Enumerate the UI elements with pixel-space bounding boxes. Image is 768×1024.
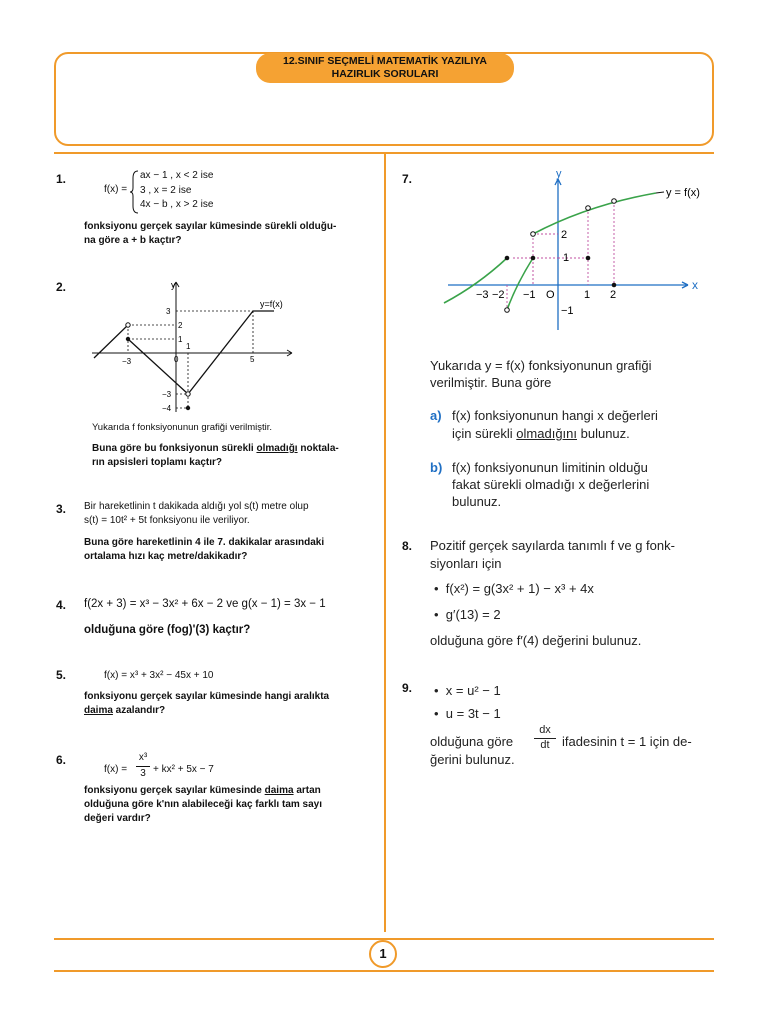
q4-question: olduğuna göre (fog)'(3) kaçtır? xyxy=(84,624,251,636)
svg-text:2: 2 xyxy=(178,321,183,330)
svg-text:−3: −3 xyxy=(122,357,132,366)
q6-line-3: değeri vardır? xyxy=(84,813,151,824)
svg-text:y: y xyxy=(556,168,562,180)
svg-text:−3: −3 xyxy=(476,289,489,301)
q2-number: 2. xyxy=(56,280,67,294)
q9-line-1a: olduğuna göre xyxy=(430,734,514,749)
svg-text:−2: −2 xyxy=(492,289,505,301)
q9-bullet-2: • u = 3t − 1 xyxy=(434,706,501,721)
q6-number: 6. xyxy=(56,753,67,767)
svg-text:x: x xyxy=(692,278,698,292)
q8-bullet-1: • f(x²) = g(3x² + 1) − x³ + 4x xyxy=(434,581,594,596)
q9-bullet-1: • x = u² − 1 xyxy=(434,683,501,698)
q5-expr: f(x) = x³ + 3x² − 45x + 10 xyxy=(104,670,214,681)
q4-number: 4. xyxy=(56,598,67,612)
q7-intro-1: Yukarıda y = f(x) fonksiyonunun grafiği xyxy=(430,358,652,373)
q5-number: 5. xyxy=(56,668,67,682)
svg-text:1: 1 xyxy=(584,289,591,301)
q1-fx: f(x) = xyxy=(104,184,128,195)
q1-text-1: fonksiyonu gerçek sayılar kümesinde sürekli olduğu- xyxy=(84,221,337,232)
svg-text:−1: −1 xyxy=(523,289,536,301)
q6-line-2: olduğuna göre k'nın alabileceği kaç farklı tam sayı xyxy=(84,799,323,810)
q9-line-1b: ifadesinin t = 1 için de- xyxy=(562,734,692,749)
q7-number: 7. xyxy=(402,172,413,186)
q2-text-1: Buna göre bu fonksiyonun sürekli olmadığı noktala- xyxy=(92,443,339,454)
q7-b-label: b) xyxy=(430,460,443,475)
q6-fx: f(x) = xyxy=(104,764,128,775)
q2-graph xyxy=(88,276,298,416)
q7-a-line-1: f(x) fonksiyonunun hangi x değerleri xyxy=(452,408,658,423)
q9-number: 9. xyxy=(402,681,413,695)
q7-a-line-2: için sürekli olmadığını bulunuz. xyxy=(452,426,630,441)
page-title xyxy=(256,53,514,83)
q3-number: 3. xyxy=(56,502,67,516)
q9-line-2: ğerini bulunuz. xyxy=(430,752,515,767)
svg-text:2: 2 xyxy=(561,229,568,241)
q8-line-3: olduğuna göre f′(4) değerini bulunuz. xyxy=(430,633,642,648)
q7-b-line-3: bulunuz. xyxy=(452,494,502,509)
svg-text:1: 1 xyxy=(563,252,570,264)
q8-bullet-2: • g′(13) = 2 xyxy=(434,607,501,622)
svg-text:2: 2 xyxy=(610,289,617,301)
q5-line-1: fonksiyonu gerçek sayılar kümesinde hangi aralıkta xyxy=(84,691,330,702)
svg-text:−4: −4 xyxy=(162,404,172,413)
q9-frac-den: dt xyxy=(540,739,550,751)
q5-line-2: daima azalandır? xyxy=(84,705,166,716)
title-line-2: HAZIRLIK SORULARI xyxy=(331,68,439,80)
q2-text-2: rın apsisleri toplamı kaçtır? xyxy=(92,457,223,468)
svg-text:1: 1 xyxy=(178,335,183,344)
q8-line-2: siyonları için xyxy=(430,556,502,571)
q6-rest: + kx² + 5x − 7 xyxy=(153,764,214,775)
q2-caption: Yukarıda f fonksiyonunun grafiği verilmiştir. xyxy=(92,422,273,433)
q7-intro-2: verilmiştir. Buna göre xyxy=(430,375,552,390)
svg-text:O: O xyxy=(546,289,555,301)
page-number: 1 xyxy=(369,940,397,968)
q1-case-1: ax − 1 , x < 2 ise xyxy=(140,170,214,181)
q4-expr: f(2x + 3) = x³ − 3x² + 6x − 2 ve g(x − 1) = 3x − 1 xyxy=(84,598,326,610)
q3-line-1: Bir hareketlinin t dakikada aldığı yol s(t) metre olup xyxy=(84,501,309,512)
q1-case-2: 3 , x = 2 ise xyxy=(140,185,192,196)
svg-text:−1: −1 xyxy=(561,305,574,317)
title-line-1: 12.SINIF SEÇMELİ MATEMATİK YAZILIYA xyxy=(282,55,487,67)
q1-case-3: 4x − b , x > 2 ise xyxy=(140,199,214,210)
q8-number: 8. xyxy=(402,539,413,553)
svg-text:−3: −3 xyxy=(162,390,172,399)
q7-graph xyxy=(438,165,708,335)
q1-brace xyxy=(130,170,140,214)
q1-number: 1. xyxy=(56,172,67,186)
svg-text:1: 1 xyxy=(186,342,191,351)
q3-line-2: s(t) = 10t² + 5t fonksiyonu ile veriliyor. xyxy=(84,515,250,526)
footer-divider-bottom xyxy=(54,970,714,972)
q6-frac-num: x³ xyxy=(138,752,148,763)
svg-text:5: 5 xyxy=(250,355,255,364)
q1-text-2: na göre a + b kaçtır? xyxy=(84,235,182,246)
svg-text:0: 0 xyxy=(174,355,179,364)
q6-line-1: fonksiyonu gerçek sayılar kümesinde daima artan xyxy=(84,785,321,796)
q7-b-line-2: fakat sürekli olmadığı x değerlerini xyxy=(452,477,650,492)
q7-b-line-1: f(x) fonksiyonunun limitinin olduğu xyxy=(452,460,648,475)
q9-frac-num: dx xyxy=(539,724,551,736)
q3-line-4: ortalama hızı kaç metre/dakikadır? xyxy=(84,551,248,562)
column-divider xyxy=(384,152,386,932)
q3-line-3: Buna göre hareketlinin 4 ile 7. dakikalar arasındaki xyxy=(84,537,325,548)
q8-line-1: Pozitif gerçek sayılarda tanımlı f ve g fonk- xyxy=(430,538,675,553)
q7-a-label: a) xyxy=(430,408,442,423)
q6-frac-den: 3 xyxy=(140,768,146,779)
q2-f-label: y=f(x) xyxy=(260,299,283,309)
svg-text:3: 3 xyxy=(166,307,171,316)
q2-y-label: y xyxy=(171,280,176,290)
svg-text:y = f(x): y = f(x) xyxy=(666,187,700,199)
